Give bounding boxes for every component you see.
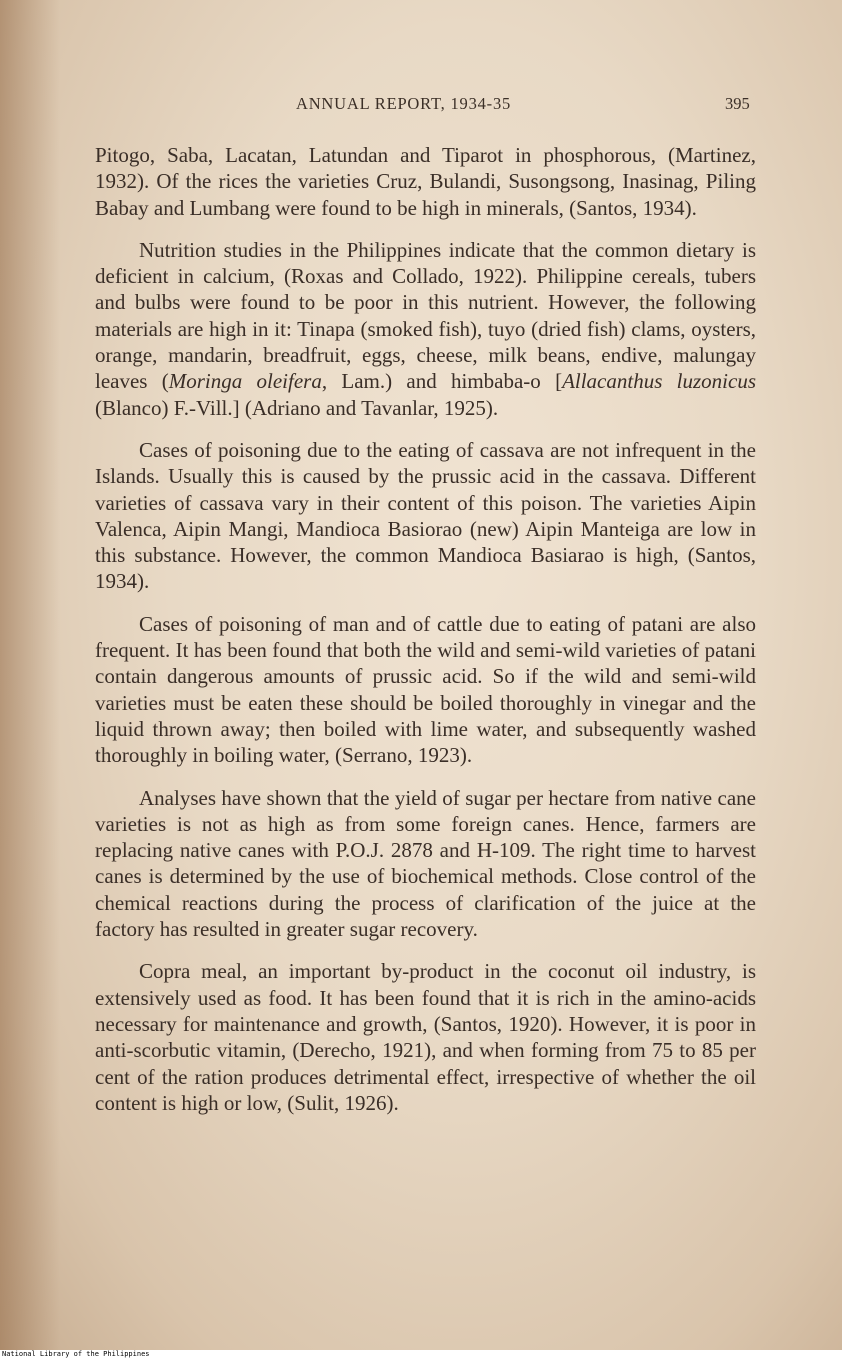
species-name-moringa: Moringa oleifera bbox=[168, 369, 322, 394]
paragraph-4: Cases of poisoning of man and of cattle due to eating of patani are also frequent. It has been found that both the wild and semi-wild varieties of patani contain dangerous amounts of prussic acid. So if the wild and semi-wild varieties must be eaten these should be boiled thoroughly in vinegar and the liquid thrown away; then boiled with lime water, and subsequently washed thoroughly in boiling water, (Serrano, 1923). bbox=[95, 611, 756, 768]
paragraph-2-text-c: (Blanco) F.-Vill.] (Adriano and Tavanlar, 1925). bbox=[95, 395, 499, 420]
running-header bbox=[0, 94, 842, 118]
library-credit: National Library of the Philippines bbox=[0, 1350, 842, 1358]
paragraph-2 bbox=[95, 237, 756, 421]
paragraph-2-text-b: , Lam.) and himbaba-o [ bbox=[321, 369, 563, 394]
body-text bbox=[95, 142, 756, 1132]
paragraph-2-text-a: Nutrition studies in the Philippines indicate that the common dietary is deficient in calcium, (Roxas and Collado, 1922). Philippine cereals, tubers and bulbs were found to be poor in this nutrient. However, the following materials are high in it: Tinapa (smoked fish), tuyo (dried fish) clams, oysters, orange, mandarin, breadfruit, eggs, cheese, milk beans, endive, malungay leaves ( bbox=[95, 237, 756, 394]
paragraph-5: Analyses have shown that the yield of sugar per hectare from native cane varieties is not as high as from some foreign canes. Hence, farmers are replacing native canes with P.O.J. 2878 and H-109. The right time to harvest canes is determined by the use of biochemical methods. Close control of the chemical reactions during the process of clarification of the juice at the factory has resulted in greater sugar recovery. bbox=[95, 785, 756, 942]
paragraph-1: Pitogo, Saba, Lacatan, Latundan and Tiparot in phosphorous, (Martinez, 1932). Of the rices the varieties Cruz, Bulandi, Susongsong, Inasinag, Piling Babay and Lumbang were found to be high in minerals, (Santos, 1934). bbox=[95, 143, 756, 220]
page-number: 395 bbox=[725, 94, 750, 113]
paragraph-6: Copra meal, an important by-product in the coconut oil industry, is extensively used as food. It has been found that it is rich in the amino-acids necessary for maintenance and growth, (Santos, 1920). However, it is poor in anti-scorbutic vitamin, (Derecho, 1921), and when forming from 75 to 85 per cent of the ration produces detrimental effect, irrespective of whether the oil content is high or low, (Sulit, 1926). bbox=[95, 959, 756, 1115]
species-name-allacanthus: Allacanthus luzonicus bbox=[562, 369, 756, 394]
paragraph-3: Cases of poisoning due to the eating of cassava are not infrequent in the Islands. Usually this is caused by the prussic acid in the cassava. Different varieties of cassava vary in their content of this poison. The varieties Aipin Valenca, Aipin Mangi, Mandioca Basiorao (new) Aipin Manteiga are low in this substance. However, the common Mandioca Basiarao is high, (Santos, 1934). bbox=[95, 437, 756, 594]
header-title: ANNUAL REPORT, 1934-35 bbox=[296, 94, 512, 113]
